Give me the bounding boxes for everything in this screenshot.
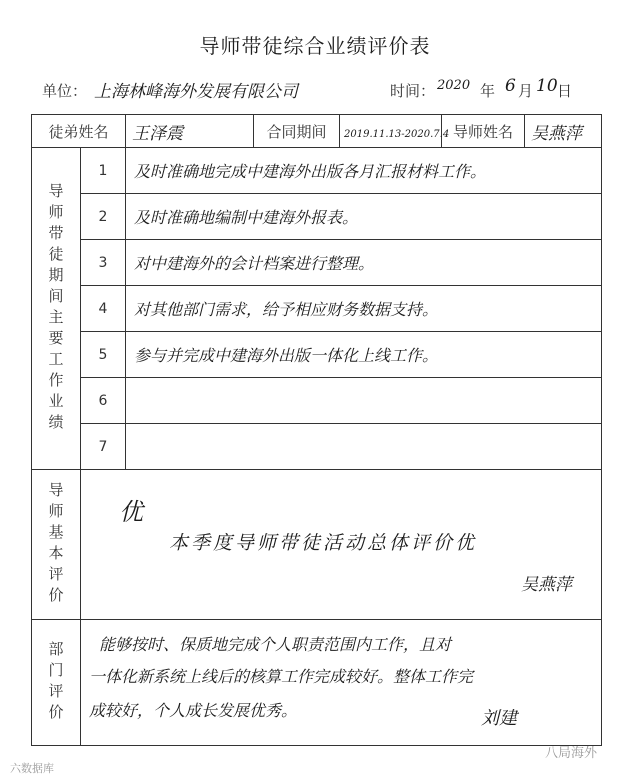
date-month: 6 [505,76,516,96]
work-row [32,424,602,470]
apprentice-name-label: 徒弟姓名 [32,115,126,148]
work-item-entry[interactable] [126,378,602,424]
contract-period-label: 合同期间 [254,115,340,148]
work-section-label-cell [32,148,81,470]
dept-eval-label-cell [32,620,81,746]
work-item-entry[interactable] [126,148,602,194]
work-item-text: 及时准确地编制中建海外报表。 [134,208,359,227]
mentor-eval-comment: 本季度导师带徒活动总体评价优 [169,532,478,554]
info-row [32,115,602,148]
date-month-suffix: 月 [518,82,534,100]
time-label: 时间： [390,82,436,100]
dept-eval-entry[interactable] [81,620,602,746]
dept-signature: 刘建 [481,708,517,729]
evaluation-form-table [31,114,602,746]
date-year-suffix: 年 [480,82,496,100]
contract-period-value: 2019.11.13-2020.7.4 [344,128,450,140]
contract-period-cell[interactable] [340,115,450,148]
mentor-eval-grade: 优 [119,498,143,526]
mentor-eval-label-cell [32,470,81,620]
mentor-name-value: 吴燕萍 [531,123,583,144]
work-row [32,378,602,424]
watermark-right: 八局海外 [545,746,598,761]
mentor-name-cell[interactable] [525,115,602,148]
watermark-left: 六数据库 [10,762,54,775]
work-item-entry[interactable] [126,424,602,470]
work-item-text: 对中建海外的会计档案进行整理。 [134,254,375,273]
work-row [32,332,602,378]
mentor-eval-label: 导师基本评价 [46,481,65,608]
work-item-number: 6 [81,378,126,424]
dept-eval-row [32,620,602,746]
work-item-number: 3 [81,240,126,286]
dept-eval-line-3: 成较好，个人成长发展优秀。 [89,701,298,720]
unit-label: 单位： [42,82,88,100]
work-section-label: 导师带徒期间主要工作业绩 [46,182,65,435]
work-row [32,194,602,240]
date-day-suffix: 日 [557,82,573,100]
work-item-number: 1 [81,148,126,194]
work-row [32,148,602,194]
mentor-signature: 吴燕萍 [521,575,572,595]
apprentice-name-cell[interactable] [126,115,254,148]
work-item-number: 4 [81,286,126,332]
work-item-entry[interactable] [126,194,602,240]
mentor-eval-entry[interactable] [81,470,602,620]
date-day: 10 [536,76,558,96]
work-item-text: 参与并完成中建海外出版一体化上线工作。 [134,346,439,365]
work-item-number: 2 [81,194,126,240]
work-item-text: 及时准确地完成中建海外出版各月汇报材料工作。 [134,162,487,181]
work-item-number: 7 [81,424,126,470]
work-item-text: 对其他部门需求，给予相应财务数据支持。 [134,300,439,319]
mentor-eval-row [32,470,602,620]
form-title: 导师带徒综合业绩评价表 [199,34,431,58]
dept-eval-label: 部门评价 [46,640,65,725]
date-year: 2020 [437,78,471,93]
work-row [32,286,602,332]
unit-value: 上海林峰海外发展有限公司 [94,82,298,102]
dept-eval-line-1: 能够按时、保质地完成个人职责范围内工作，且对 [99,635,452,654]
mentor-name-label: 导师姓名 [442,115,525,148]
work-item-entry[interactable] [126,286,602,332]
work-item-entry[interactable] [126,332,602,378]
work-item-number: 5 [81,332,126,378]
dept-eval-line-2: 一体化新系统上线后的核算工作完成较好。整体工作完 [89,667,474,686]
work-row [32,240,602,286]
work-item-entry[interactable] [126,240,602,286]
apprentice-name-value: 王泽震 [132,123,184,144]
